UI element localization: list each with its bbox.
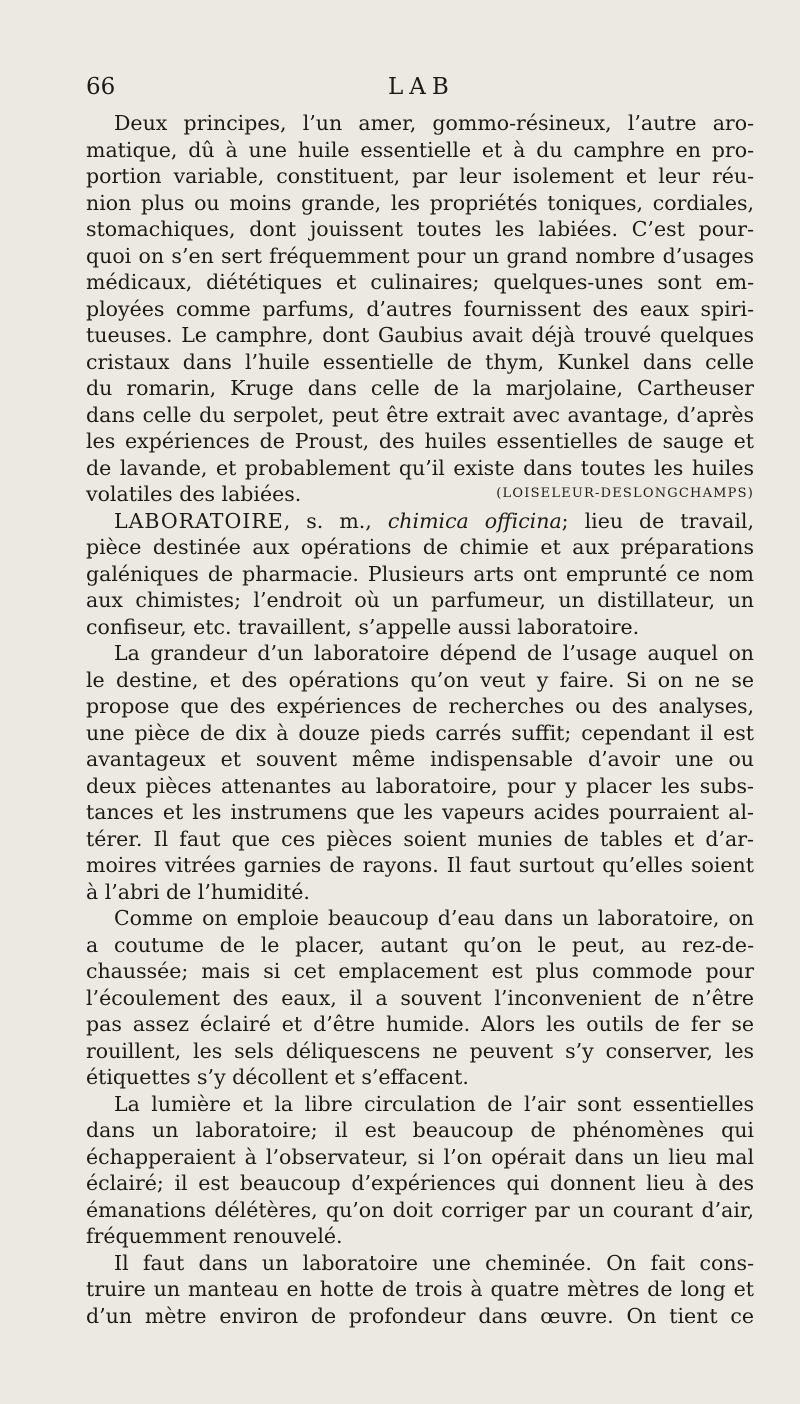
text-line-end: volatiles des labiées.	[86, 482, 302, 506]
text-line: médicaux, diététiques et culinaires; quelques-unes sont em-	[86, 270, 754, 294]
text-line: La grandeur d’un laboratoire dépend de l’usage auquel on	[114, 641, 754, 665]
text-line: émanations délétères, qu’on doit corriger par un courant d’air,	[86, 1197, 754, 1222]
text-line: La lumière et la libre circulation de l’air sont essentielles	[114, 1091, 754, 1116]
text-line: le destine, et des opérations qu’on veut y faire. Si on ne se	[86, 667, 754, 692]
text-line: ployées comme parfums, d’autres fournissent des eaux spiri-	[86, 296, 754, 321]
text-line: tances et les instrumens que les vapeurs acides pourraient al-	[86, 800, 754, 824]
text-line: chaussée; mais si cet emplacement est plus commode pour	[86, 959, 754, 983]
text-line: pas assez éclairé et d’être humide. Alors les outils de fer se	[86, 1012, 754, 1036]
text-line: l’écoulement des eaux, il a souvent l’inconvenient de n’être	[86, 985, 754, 1010]
page-number: 66	[86, 74, 116, 100]
text-line: de lavande, et probablement qu’il existe dans toutes les huiles	[86, 455, 754, 480]
article-first-line	[86, 508, 754, 535]
text-line: les expériences de Proust, des huiles essentielles de sauge et	[86, 429, 754, 453]
text-line: tueuses. Le camphre, dont Gaubius avait déjà trouvé quelques	[86, 323, 754, 347]
text-line: Deux principes, l’un amer, gommo-résineux, l’autre aro-	[114, 111, 754, 135]
text-line: avantageux et souvent même indispensable d’avoir une ou	[86, 747, 754, 771]
author-signature: (LOISELEUR-DESLONGCHAMPS)	[496, 486, 754, 501]
text-line: d’un mètre environ de profondeur dans œuvre. On tient ce	[86, 1303, 754, 1328]
text-line: fréquemment renouvelé.	[86, 1224, 343, 1248]
definition-start: ; lieu de travail,	[561, 508, 754, 533]
text-line: galéniques de pharmacie. Plusieurs arts ont emprunté ce nom	[86, 561, 754, 586]
text-line: confiseur, etc. travaillent, s’appelle aussi laboratoire.	[86, 614, 640, 639]
text-line: rouillent, les sels déliquescens ne peuvent s’y conserver, les	[86, 1038, 754, 1063]
text-line: deux pièces attenantes au laboratoire, pour y placer les subs-	[86, 773, 754, 798]
text-line: éclairé; il est beaucoup d’expériences qui donnent lieu à des	[86, 1171, 754, 1195]
text-line: une pièce de dix à douze pieds carrés suffit; cependant il est	[86, 720, 754, 745]
text-line: Comme on emploie beaucoup d’eau dans un laboratoire, on	[114, 906, 754, 930]
text-line: matique, dû à une huile essentielle et à du camphre en pro-	[86, 137, 754, 162]
text-line: quoi on s’en sert fréquemment pour un grand nombre d’usages	[86, 243, 754, 268]
text-line: cristaux dans l’huile essentielle de thym, Kunkel dans celle	[86, 349, 754, 374]
latin-term: chimica officina	[387, 508, 562, 533]
text-line: stomachiques, dont jouissent toutes les labiées. C’est pour-	[86, 217, 754, 241]
signed-line	[86, 481, 754, 508]
text-line: pièce destinée aux opérations de chimie et aux préparations	[86, 535, 754, 559]
running-head: LAB	[388, 74, 455, 100]
grammar-note: , s. m.,	[283, 508, 388, 533]
text-line: térer. Il faut que ces pièces soient munies de tables et d’ar-	[86, 826, 754, 851]
text-line: nion plus ou moins grande, les propriétés toniques, cordiales,	[86, 190, 754, 215]
text-line: Il faut dans un laboratoire une cheminée. On fait cons-	[114, 1250, 754, 1275]
headword: LABORATOIRE	[114, 508, 284, 533]
text-line: dans un laboratoire; il est beaucoup de phénomènes qui	[86, 1118, 754, 1142]
text-line: truire un manteau en hotte de trois à quatre mètres de long et	[86, 1277, 754, 1301]
text-line: échapperaient à l’observateur, si l’on opérait dans un lieu mal	[86, 1144, 754, 1169]
text-line: propose que des expériences de recherches ou des analyses,	[86, 694, 754, 718]
text-line: a coutume de le placer, autant qu’on le peut, au rez-de-	[86, 932, 754, 957]
text-line: moires vitrées garnies de rayons. Il faut surtout qu’elles soient	[86, 853, 754, 877]
text-line: aux chimistes; l’endroit où un parfumeur, un distillateur, un	[86, 588, 754, 612]
text-line: dans celle du serpolet, peut être extrait avec avantage, d’après	[86, 402, 754, 427]
body-text	[86, 110, 754, 1329]
text-line: étiquettes s’y décollent et s’effacent.	[86, 1065, 469, 1089]
text-line: du romarin, Kruge dans celle de la marjolaine, Cartheuser	[86, 376, 754, 400]
text-line: à l’abri de l’humidité.	[86, 879, 310, 904]
text-line: portion variable, constituent, par leur isolement et leur réu-	[86, 164, 754, 188]
